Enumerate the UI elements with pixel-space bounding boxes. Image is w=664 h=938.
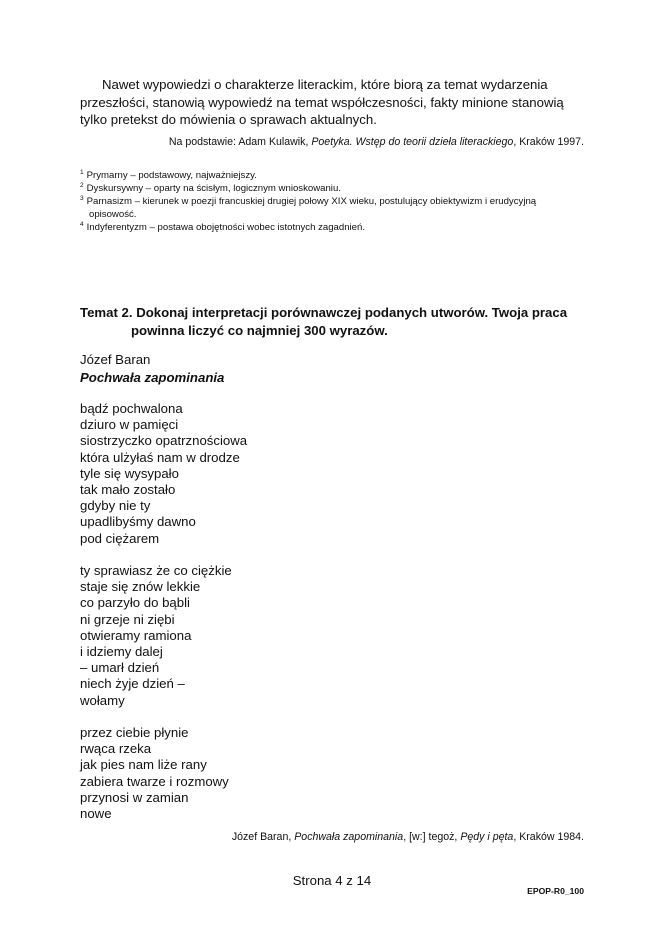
footnote-1: $^1$ Prymarny – podstawowy, najważniejszy. <box>80 169 257 181</box>
poem-stanza-2 <box>80 563 232 709</box>
intro-paragraph: Nawet wypowiedzi o charakterze literackim, które biorą za temat wydarzenia przeszłości, stanowią wypowiedź na temat współczesności, fakty minione stanowią tylko pretekst do mówienia o sprawach aktualnych. <box>80 77 564 127</box>
poem-line: zabiera twarze i rozmowy <box>80 773 229 789</box>
poem-line: pod ciężarem <box>80 530 160 546</box>
poem-line: otwieramy ramiona <box>80 627 192 643</box>
poem-line: ni grzeje ni ziębi <box>80 611 175 627</box>
poem-line: tyle się wysypało <box>80 465 179 481</box>
poem-line: wołamy <box>80 692 125 708</box>
poem-source: Józef Baran, Pochwała zapominania, [w:] tegoż, Pędy i pęta, Kraków 1984. <box>231 831 584 843</box>
poem-line: przynosi w zamian <box>80 789 189 805</box>
poem-line: – umarł dzień <box>80 660 160 676</box>
footnote-4: $^4$ Indyferentyzm – postawa obojętności wobec istotnych zagadnień. <box>80 221 366 233</box>
footnote-2: $^2$ Dyskursywny – oparty na ścisłym, logicznym wnioskowaniu. <box>80 182 341 194</box>
poem-line: dziuro w pamięci <box>80 417 179 433</box>
poem-line: bądź pochwalona <box>80 401 183 416</box>
poem-line: ty sprawiasz że co ciężkie <box>80 563 232 578</box>
poem-line: przez ciebie płynie <box>80 725 189 740</box>
poem-line: upadlibyśmy dawno <box>80 514 196 530</box>
poem-line: co parzyło do bąbli <box>80 595 190 611</box>
poem-line: jak pies nam liże rany <box>80 757 207 773</box>
poem-line: i idziemy dalej <box>80 644 163 660</box>
intro-source: Na podstawie: Adam Kulawik, Poetyka. Wstęp do teorii dzieła literackiego, Kraków 1997. <box>168 136 584 148</box>
poem-line: nowe <box>80 806 112 822</box>
document-code: EPOP-R0_100 <box>527 886 584 896</box>
poem-stanza-1 <box>80 401 247 547</box>
footnote-3: $^3$ Parnasizm – kierunek w poezji francuskiej drugiej połowy XIX wieku, postulujący obiektywizm i erudycyjną opisowość. <box>80 195 537 220</box>
poem-line: siostrzyczko opatrznościowa <box>80 433 248 449</box>
poem-stanza-3 <box>80 725 229 822</box>
topic-heading: Temat 2. Dokonaj interpretacji porównawczej podanych utworów. Twoja praca powinna liczyć co najmniej 300 wyrazów. <box>80 305 568 338</box>
poem-author: Józef Baran <box>80 352 151 367</box>
poem-line: rwąca rzeka <box>80 741 152 757</box>
poem-line: staje się znów lekkie <box>80 579 201 595</box>
poem-title: Pochwała zapominania <box>80 370 225 385</box>
poem-line: tak mało zostało <box>80 482 176 498</box>
page-number: Strona 4 z 14 <box>292 873 372 888</box>
poem-line: niech żyje dzień – <box>80 676 185 692</box>
poem-line: gdyby nie ty <box>80 498 151 514</box>
poem-line: która ulżyłaś nam w drodze <box>80 449 240 465</box>
